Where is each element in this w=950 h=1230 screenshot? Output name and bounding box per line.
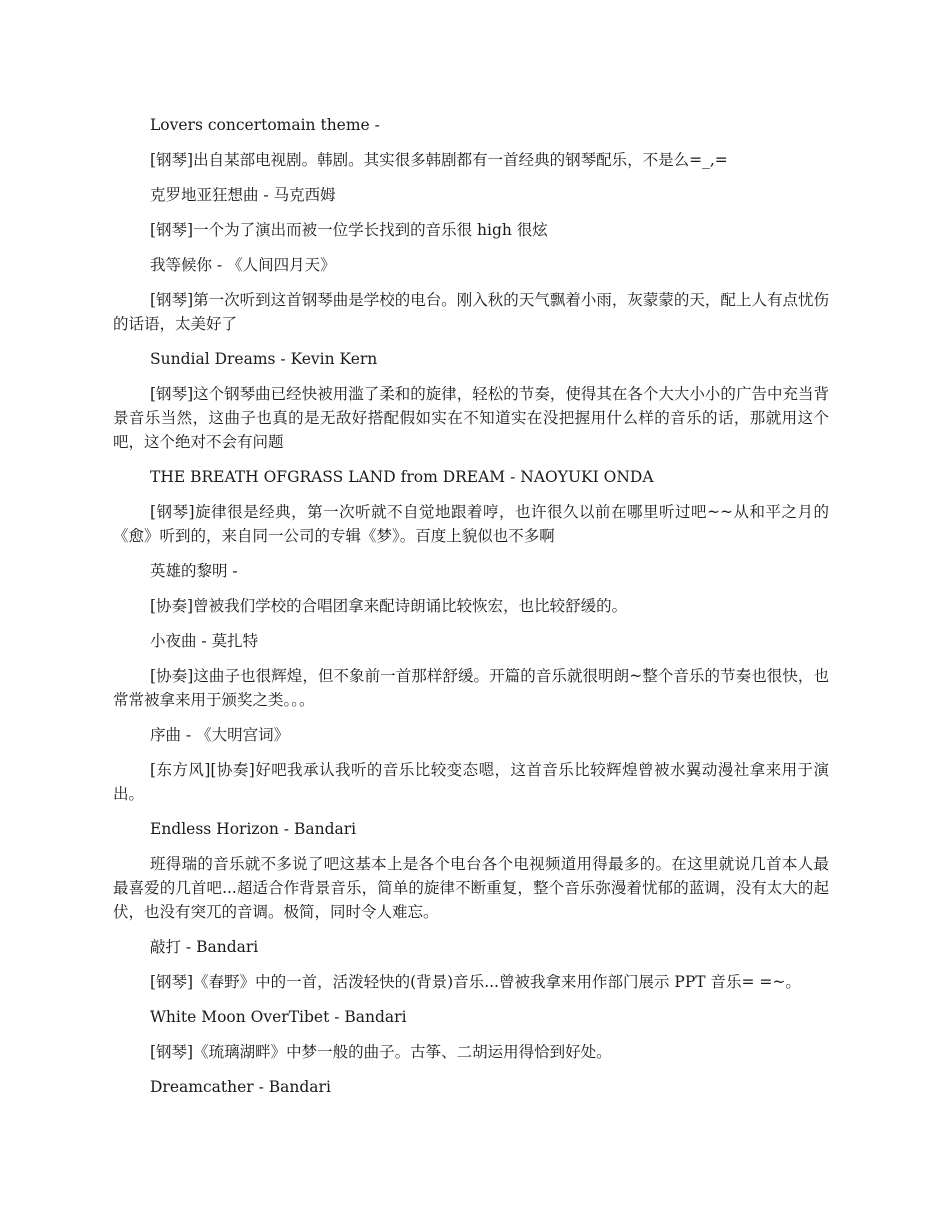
track-title: THE BREATH OFGRASS LAND from DREAM - NAOYUKI ONDA <box>150 468 654 486</box>
track-title: Endless Horizon - Bandari <box>150 820 357 838</box>
track-description: [钢琴]这个钢琴曲已经快被用滥了柔和的旋律，轻松的节奏，使得其在各个大大小小的广告中充当背景音乐当然，这曲子也真的是无敌好搭配假如实在不知道实在没把握用什么样的音乐的话，那就用这个吧，这个绝对不会有问题 <box>113 385 829 451</box>
track-title: 我等候你 - 《人间四月天》 <box>150 256 336 274</box>
track-title: 敲打 - Bandari <box>150 938 259 956</box>
track-description: [钢琴]《春野》中的一首，活泼轻快的(背景)音乐...曾被我拿来用作部门展示 PPT 音乐= =~。 <box>150 973 801 991</box>
track-description: [协奏]这曲子也很辉煌，但不象前一首那样舒缓。开篇的音乐就很明朗~整个音乐的节奏也很快，也常常被拿来用于颁奖之类。。。 <box>113 667 829 709</box>
track-description: [协奏]曾被我们学校的合唱团拿来配诗朗诵比较恢宏，也比较舒缓的。 <box>150 597 628 615</box>
track-description: 班得瑞的音乐就不多说了吧这基本上是各个电台各个电视频道用得最多的。在这里就说几首本人最最喜爱的几首吧...超适合作背景音乐，简单的旋律不断重复，整个音乐弥漫着忧郁的蓝调，没有太大的起伏，也没有突兀的音调。极简，同时令人难忘。 <box>113 855 829 921</box>
track-description: [东方风][协奏]好吧我承认我听的音乐比较变态嗯，这首音乐比较辉煌曾被水翼动漫社拿来用于演出。 <box>113 761 829 803</box>
document-page <box>113 113 829 1110</box>
track-title: White Moon OverTibet - Bandari <box>150 1008 407 1026</box>
track-title: 小夜曲 - 莫扎特 <box>150 632 259 650</box>
track-description: [钢琴]旋律很是经典，第一次听就不自觉地跟着哼，也许很久以前在哪里听过吧~~从和平之月的《愈》听到的，来自同一公司的专辑《梦》。百度上貌似也不多啊 <box>113 503 829 545</box>
track-description: [钢琴]《琉璃湖畔》中梦一般的曲子。古筝、二胡运用得恰到好处。 <box>150 1043 612 1061</box>
track-title: Sundial Dreams - Kevin Kern <box>150 350 378 368</box>
track-title: Lovers concertomain theme - <box>150 116 380 134</box>
track-description: [钢琴]一个为了演出而被一位学长找到的音乐很 high 很炫 <box>150 221 548 239</box>
track-title: 克罗地亚狂想曲 - 马克西姆 <box>150 186 336 204</box>
track-title: 英雄的黎明 - <box>150 562 238 580</box>
track-title: 序曲 - 《大明宫词》 <box>150 726 290 744</box>
track-description: [钢琴]出自某部电视剧。韩剧。其实很多韩剧都有一首经典的钢琴配乐，不是么=_,= <box>150 151 728 169</box>
track-title: Dreamcather - Bandari <box>150 1078 331 1096</box>
track-description: [钢琴]第一次听到这首钢琴曲是学校的电台。刚入秋的天气飘着小雨，灰蒙蒙的天，配上人有点忧伤的话语，太美好了 <box>113 291 829 333</box>
